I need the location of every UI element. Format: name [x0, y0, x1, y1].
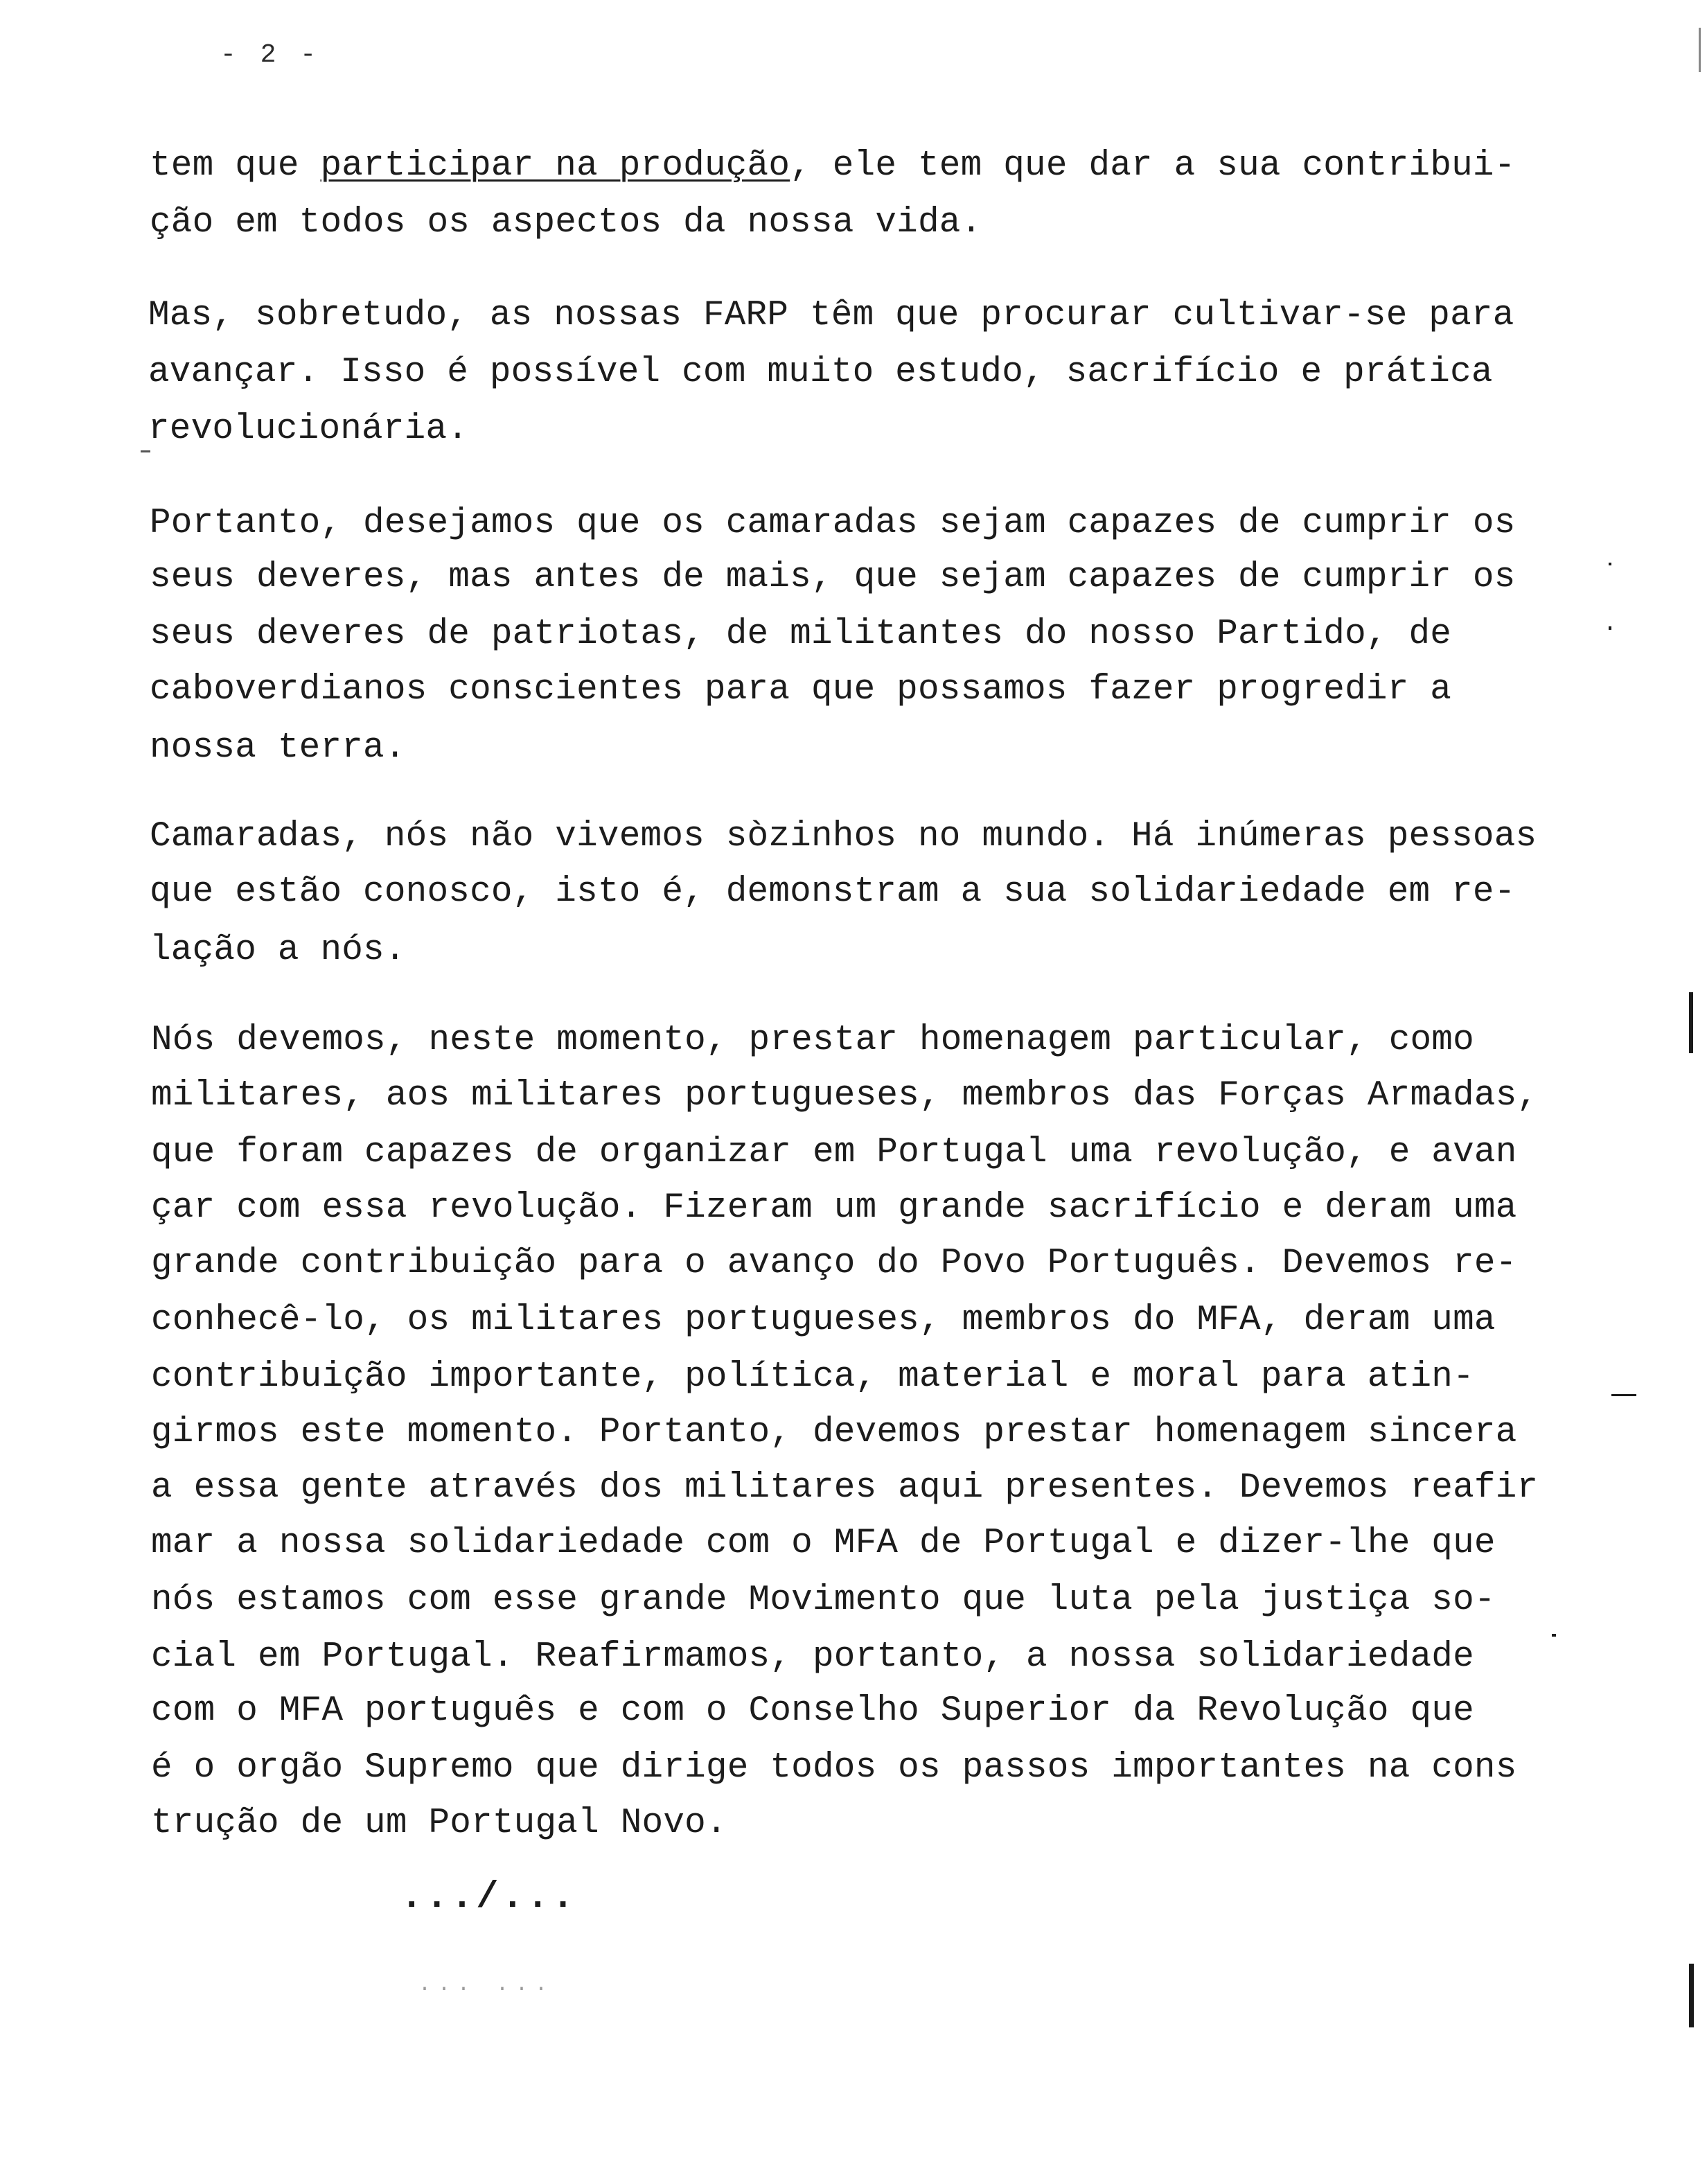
page-number: - 2 -: [220, 40, 321, 70]
text-line: cial em Portugal. Reafirmamos, portanto, a nossa solidariedade: [151, 1637, 1474, 1677]
text-line: çar com essa revolução. Fizeram um grande sacrifício e deram uma: [151, 1188, 1517, 1228]
text-line: nossa terra.: [150, 728, 406, 768]
text-line: contribuição importante, política, material e moral para atin-: [151, 1357, 1474, 1397]
scan-edge-mark: [1699, 28, 1701, 72]
text-line: girmos este momento. Portanto, devemos prestar homenagem sincera: [151, 1413, 1517, 1452]
underlined-phrase: participar na produção: [320, 146, 790, 186]
text-line: conhecê-lo, os militares portugueses, membros do MFA, deram uma: [151, 1301, 1496, 1340]
margin-mark: [141, 450, 150, 452]
text-line: avançar. Isso é possível com muito estudo, sacrifício e prática: [148, 353, 1493, 392]
text-line: Mas, sobretudo, as nossas FARP têm que procurar cultivar-se para: [148, 296, 1514, 335]
faint-dots: ... ...: [418, 1973, 555, 1997]
text-line: trução de um Portugal Novo.: [151, 1804, 727, 1843]
text-line: a essa gente através dos militares aqui presentes. Devemos reafir: [151, 1468, 1539, 1508]
scan-edge-mark: [1609, 626, 1611, 630]
text-line: Nós devemos, neste momento, prestar homenagem particular, como: [151, 1021, 1474, 1060]
text-line: revolucionária.: [148, 410, 469, 449]
text-line: tem que participar na produção, ele tem que dar a sua contribui-: [150, 146, 1516, 186]
scan-edge-mark: [1611, 1394, 1636, 1396]
text-line: lação a nós.: [150, 931, 406, 970]
text-line: que foram capazes de organizar em Portugal uma revolução, e avan: [151, 1133, 1517, 1172]
text-line: é o orgão Supremo que dirige todos os passos importantes na cons: [151, 1748, 1517, 1788]
text-line: grande contribuição para o avanço do Povo Português. Devemos re-: [151, 1244, 1517, 1283]
text-line: mar a nossa solidariedade com o MFA de Portugal e dizer-lhe que: [151, 1524, 1496, 1563]
scan-edge-mark: [1552, 1634, 1556, 1637]
text-line: que estão conosco, isto é, demonstram a sua solidariedade em re-: [150, 872, 1516, 912]
scan-edge-mark: [1689, 1964, 1694, 2027]
text-line: seus deveres de patriotas, de militantes do nosso Partido, de: [150, 615, 1452, 654]
continuation-mark: .../...: [400, 1876, 577, 1919]
scan-edge-mark: [1609, 563, 1611, 565]
text-line: com o MFA português e com o Conselho Superior da Revolução que: [151, 1691, 1474, 1731]
text-line: Camaradas, nós não vivemos sòzinhos no mundo. Há inúmeras pessoas: [150, 817, 1537, 856]
text-line: ção em todos os aspectos da nossa vida.: [150, 203, 982, 243]
text-line: militares, aos militares portugueses, membros das Forças Armadas,: [151, 1076, 1539, 1116]
text-line: seus deveres, mas antes de mais, que sejam capazes de cumprir os: [150, 558, 1516, 597]
text-line: nós estamos com esse grande Movimento que luta pela justiça so-: [151, 1580, 1496, 1620]
text-line: caboverdianos conscientes para que possamos fazer progredir a: [150, 670, 1452, 710]
text-line: Portanto, desejamos que os camaradas sejam capazes de cumprir os: [150, 504, 1516, 543]
scan-edge-mark: [1689, 992, 1693, 1053]
